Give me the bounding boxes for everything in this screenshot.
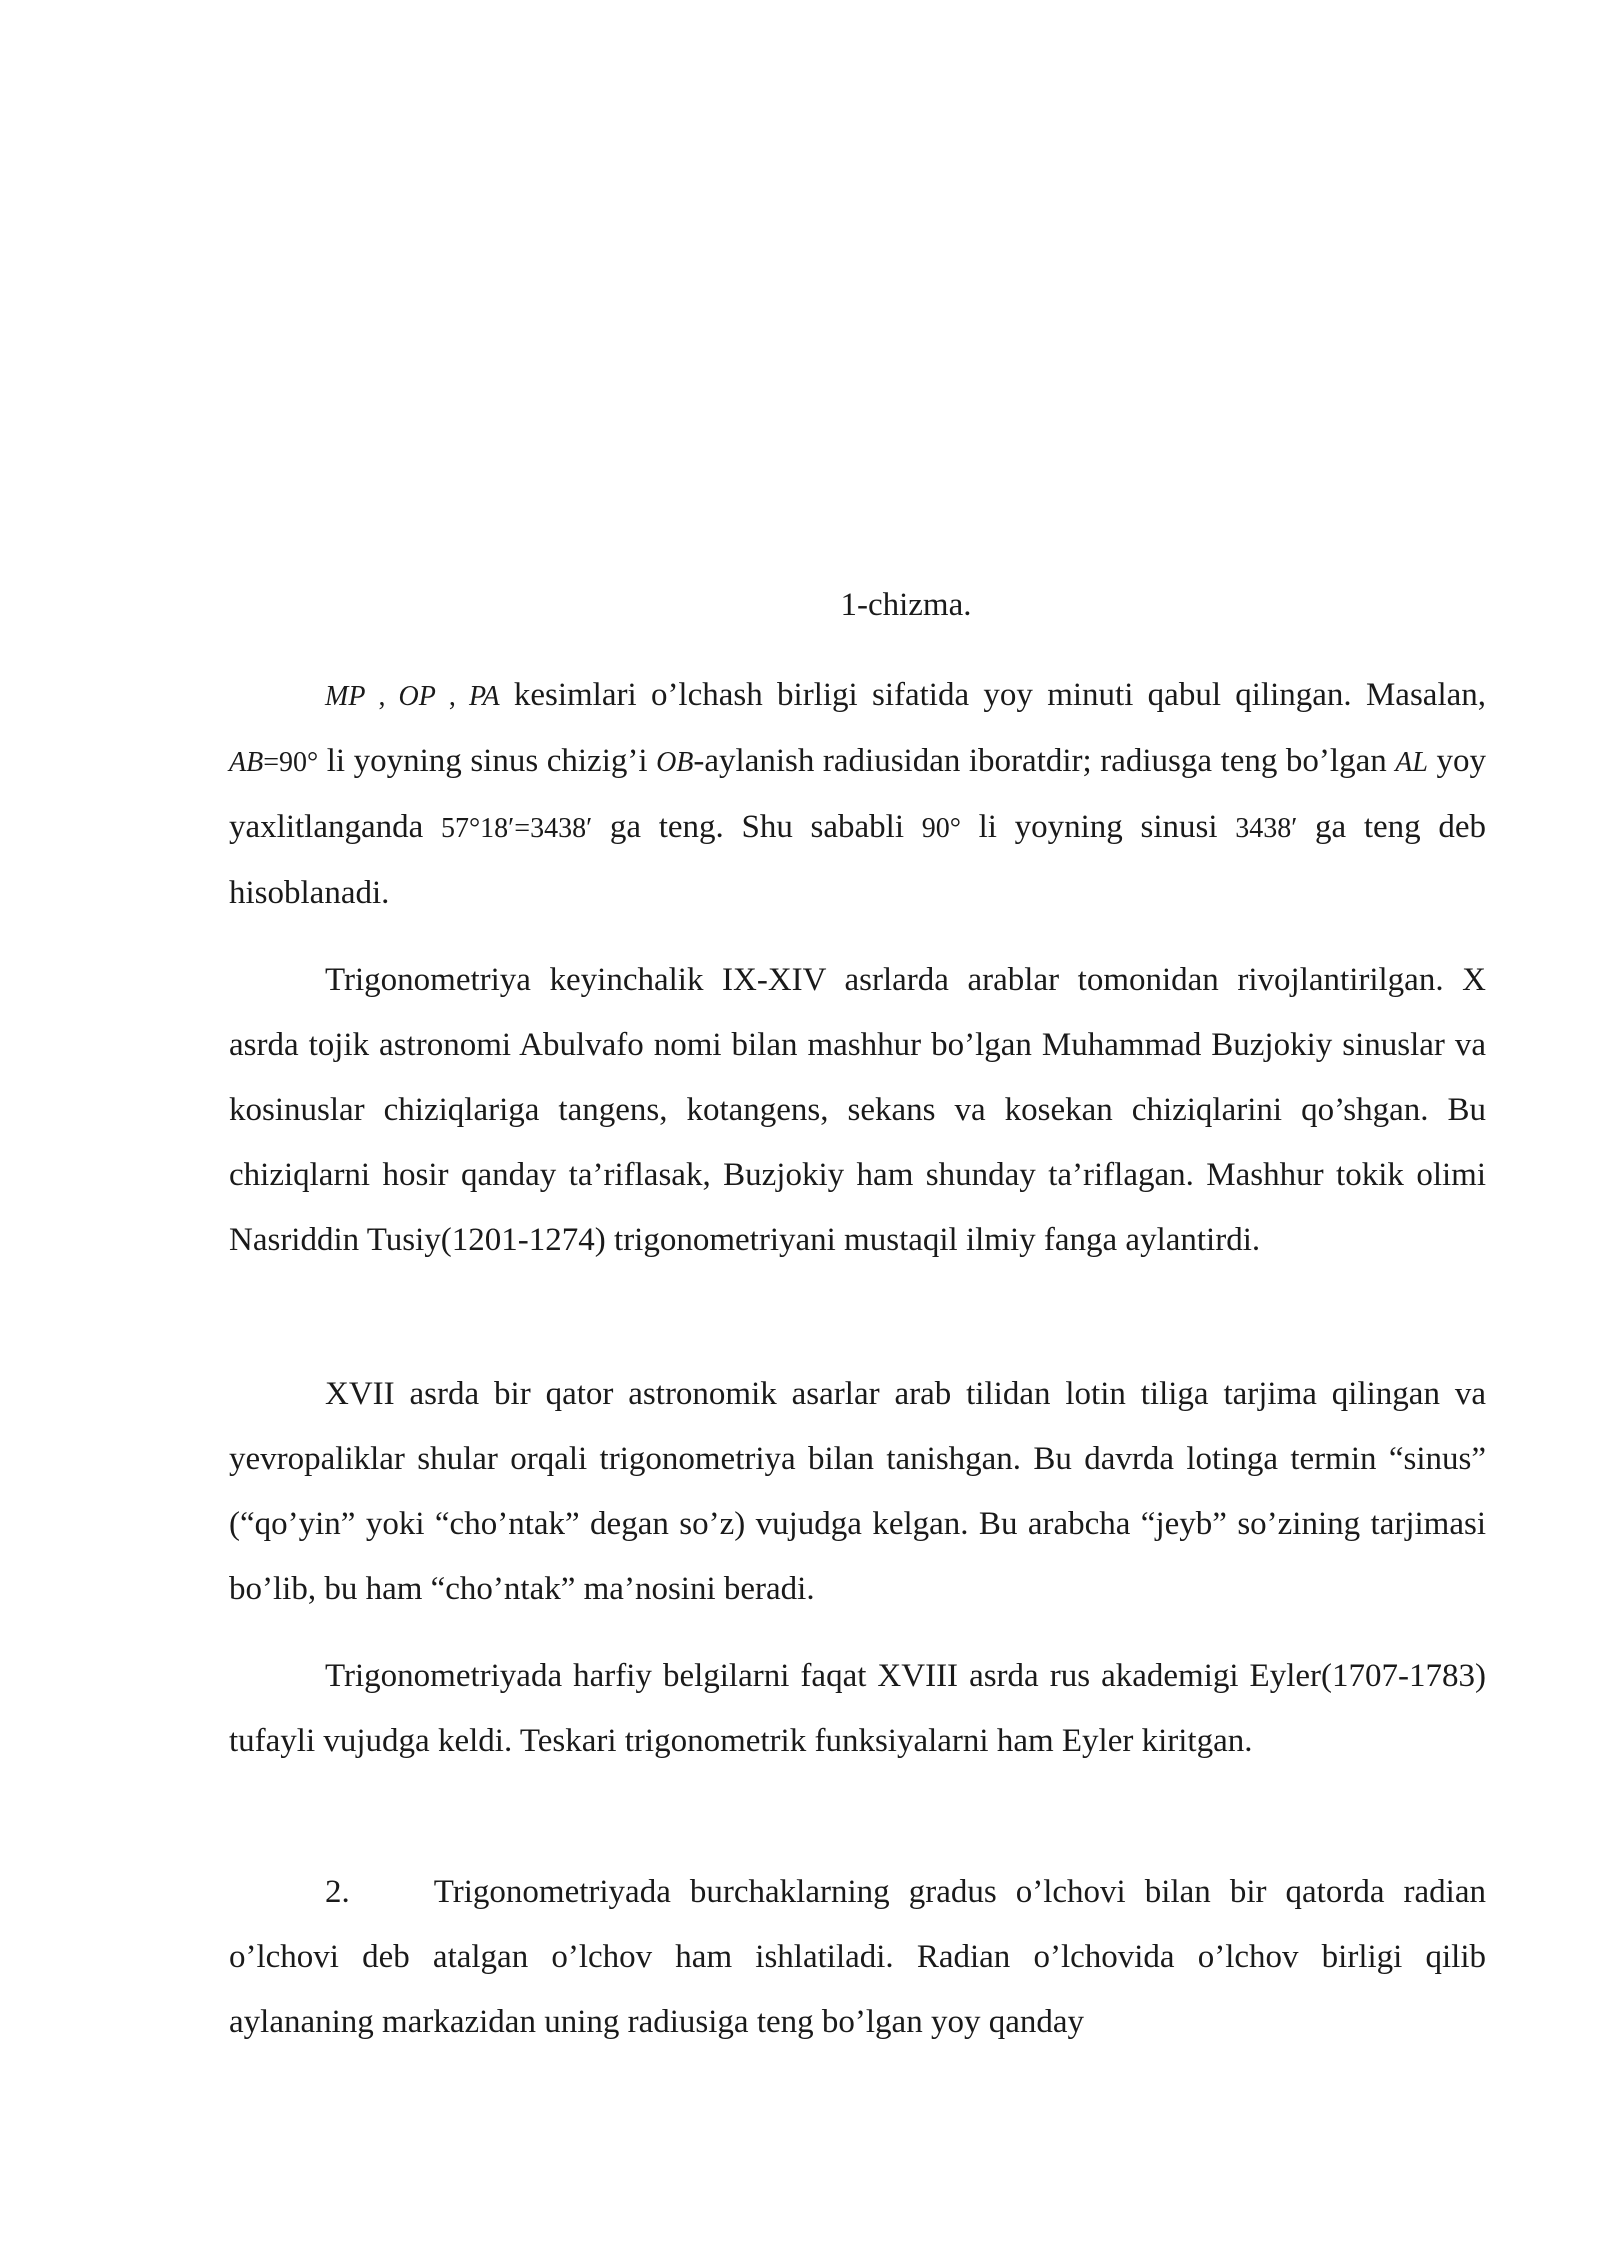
math-3438: 3438′ — [1235, 813, 1298, 844]
math-mp: MP — [325, 681, 366, 712]
math-op: OP — [398, 681, 436, 712]
paragraph-2: Trigonometriya keyinchalik IX-XIV asrlarda arablar tomonidan rivojlantirilgan. X asrda tojik astronomi Abulvafo nomi bilan mashhur bo’lgan Muhammad Buzjokiy sinuslar va kosinuslar chiziqlariga tangens, kotangens, sekans va kosekan chiziqlarini qo’shgan. Bu chiziqlarni hosir qanday ta’riflasak, Buzjokiy ham shunday ta’riflagan. Mashhur tokik olimi Nasriddin Tusiy(1201-1274) trigonometriyani mustaqil ilmiy fanga aylantirdi. — [229, 962, 1486, 1258]
paragraph-1: MP , OP , PA kesimlari o’lchash birligi sifatida yoy minuti qabul qilingan. Masalan, AB=90° li yoyning sinus chizig’i OB-aylanish radiusidan iboratdir; radiusga teng bo’lgan AL yoy yaxlitlanganda 57°18′=3438′ ga teng. Shu sababli 90° li yoyning sinusi 3438′ ga teng deb hisoblanadi. — [229, 677, 1487, 911]
paragraph-4: Trigonometriyada harfiy belgilarni faqat XVIII asrda rus akademigi Eyler(1707-1783) tufayli vujudga keldi. Teskari trigonometrik funksiyalarni ham Eyler kiritgan. — [229, 1658, 1486, 1759]
math-57deg18: 57°18′=3438′ — [440, 813, 593, 844]
math-al: AL — [1395, 747, 1428, 778]
paragraph-5: 2. Trigonometriyada burchaklarning gradus o’lchovi bilan bir qatorda radian o’lchovi deb atalgan o’lchov ham ishlatiladi. Radian o’lchovida o’lchov birligi qilib aylananing markazidan uning radiusiga teng bo’lgan yoy qanday — [229, 1874, 1486, 2040]
math-ob: OB — [656, 747, 694, 778]
math-90deg-b: 90° — [921, 813, 961, 844]
paragraph-3: XVII asrda bir qator astronomik asarlar arab tilidan lotin tiliga tarjima qilingan va yevropaliklar shular orqali trigonometriya bilan tanishgan. Bu davrda lotinga termin “sinus” (“qo’yin” yoki “cho’ntak” degan so’z) vujudga kelgan. Bu arabcha “jeyb” so’zining tarjimasi bo’lib, bu ham “cho’ntak” ma’nosini beradi. — [229, 1376, 1486, 1607]
math-pa: PA — [468, 681, 500, 712]
math-90deg: =90° — [263, 747, 319, 778]
math-ab: AB — [229, 747, 264, 778]
list-number: 2. — [325, 1874, 350, 1910]
figure-caption: 1-chizma. — [840, 587, 972, 623]
